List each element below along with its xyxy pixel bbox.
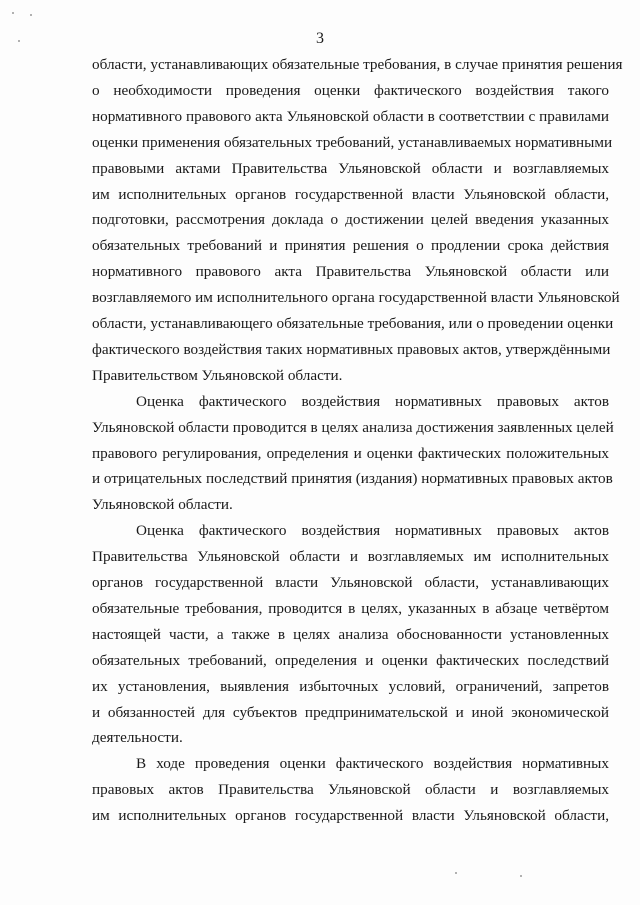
scan-speck [520, 875, 522, 877]
text-line: органов государственной власти Ульяновской области, устанавливающих [92, 574, 609, 591]
text-line: обязательных требований, определения и оценки фактических последствий [92, 651, 609, 669]
text-line: обязательных требований и принятия решения о продлении срока действия [92, 237, 609, 255]
text-line: правовыми актами Правительства Ульяновской области и возглавляемых [92, 159, 609, 177]
text-line: правовых актов Правительства Ульяновской области и возглавляемых [92, 781, 609, 799]
text-line: В ходе проведения оценки фактического воздействия нормативных [136, 755, 609, 773]
text-line: Ульяновской области. [92, 496, 233, 514]
text-line: обязательные требования, проводится в целях, указанных в абзаце четвёртом [92, 599, 609, 617]
text-line: их установления, выявления избыточных условий, ограничений, запретов [92, 677, 609, 695]
text-line: Правительством Ульяновской области. [92, 366, 343, 384]
page-number: 3 [316, 30, 324, 47]
text-line: Оценка фактического воздействия нормативных правовых актов [136, 522, 609, 540]
text-line: правового регулирования, определения и оценки фактических положительных [92, 444, 609, 462]
text-line: области, устанавливающих обязательные требования, в случае принятия решения [92, 56, 623, 73]
text-line: фактического воздействия таких нормативных правовых актов, утверждёнными [92, 340, 611, 358]
scan-speck [18, 40, 20, 42]
text-line: Правительства Ульяновской области и возглавляемых им исполнительных [92, 548, 609, 566]
text-line: деятельности. [92, 729, 183, 747]
text-line: области, устанавливающего обязательные требования, или о проведении оценки [92, 315, 614, 332]
text-line: оценки применения обязательных требований, устанавливаемых нормативными [92, 133, 613, 151]
scan-speck [30, 14, 32, 16]
text-line: им исполнительных органов государственной власти Ульяновской области, [92, 185, 609, 203]
scan-speck [455, 872, 457, 874]
text-line: им исполнительных органов государственной власти Ульяновской области, [92, 807, 609, 825]
text-line: подготовки, рассмотрения доклада о достижении целей введения указанных [92, 211, 609, 229]
text-line: Ульяновской области проводится в целях анализа достижения заявленных целей [92, 418, 614, 436]
text-line: нормативного правового акта Ульяновской области в соответствии с правилами [92, 107, 609, 125]
text-line: о необходимости проведения оценки фактического воздействия такого [92, 81, 609, 99]
text-line: Оценка фактического воздействия нормативных правовых актов [136, 392, 609, 410]
text-line: и отрицательных последствий принятия (издания) нормативных правовых актов [92, 470, 613, 488]
text-line: возглавляемого им исполнительного органа государственной власти Ульяновской [92, 289, 620, 307]
text-line: настоящей части, а также в целях анализа обоснованности установленных [92, 625, 609, 643]
text-line: нормативного правового акта Правительства Ульяновской области или [92, 263, 609, 281]
text-line: и обязанностей для субъектов предпринимательской и иной экономической [92, 703, 609, 721]
scan-speck [12, 12, 14, 14]
